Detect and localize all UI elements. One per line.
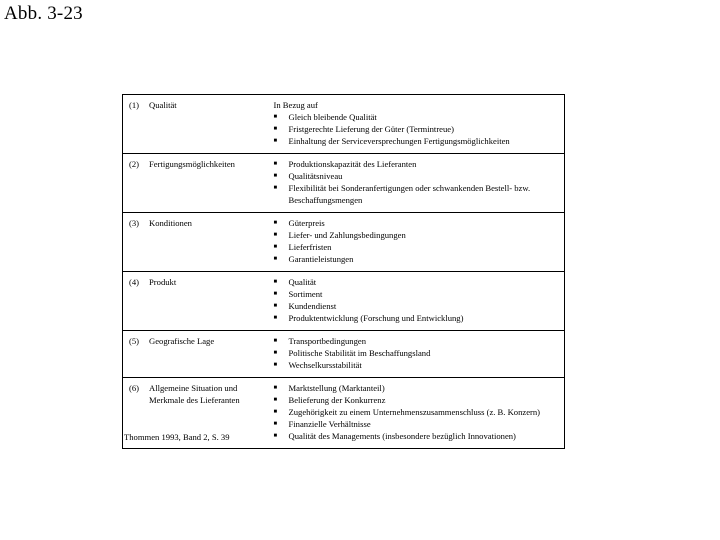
list-item (274, 241, 561, 253)
aspect-text: Flexibilität bei Sonderanfertigungen oder schwankenden Bestell- bzw. Beschaffungsmengen (288, 183, 531, 205)
aspect-text: Belieferung der Konkurrenz (288, 395, 386, 405)
criterion-label: Produkt (149, 277, 177, 287)
criterion-label: Fertigungsmöglichkeiten (149, 159, 235, 169)
list-item (274, 288, 561, 300)
list-item (274, 347, 561, 359)
list-item (274, 123, 561, 135)
aspects-list (274, 276, 561, 324)
aspects-list (274, 111, 561, 147)
criterion-number: (1) (129, 100, 140, 110)
source-citation: Thommen 1993, Band 2, S. 39 (124, 432, 230, 442)
aspect-text: Marktstellung (Marktanteil) (288, 383, 385, 393)
aspects-cell (274, 378, 565, 449)
square-bullet-icon: ■ (273, 303, 278, 309)
list-item (274, 394, 561, 406)
criterion (129, 382, 274, 406)
aspect-text: Transportbedingungen (288, 336, 366, 346)
square-bullet-icon: ■ (273, 256, 278, 262)
aspect-text: Garantieleistungen (288, 254, 354, 264)
criterion-number: (2) (129, 159, 140, 169)
aspect-text: Sortiment (288, 289, 323, 299)
criterion (129, 158, 274, 170)
criterion-label: Qualität (149, 100, 177, 110)
criterion-number: (3) (129, 218, 140, 228)
list-item (274, 300, 561, 312)
table-row (123, 154, 565, 213)
criterion-cell (123, 95, 274, 154)
aspect-text: Politische Stabilität im Beschaffungsland (288, 348, 431, 358)
square-bullet-icon: ■ (273, 291, 278, 297)
criterion-number: (4) (129, 277, 140, 287)
list-item (274, 312, 561, 324)
criterion-label: Geografische Lage (149, 336, 215, 346)
list-item (274, 170, 561, 182)
criterion-cell (123, 272, 274, 331)
criterion (129, 99, 274, 111)
aspect-text: Liefer- und Zahlungsbedingungen (288, 230, 406, 240)
aspect-text: Güterpreis (288, 218, 325, 228)
list-item (274, 182, 561, 206)
table-row (123, 272, 565, 331)
aspects-cell (274, 213, 565, 272)
aspect-text: Wechselkursstabilität (288, 360, 362, 370)
aspect-text: Produktentwicklung (Forschung und Entwicklung) (288, 313, 464, 323)
aspects-intro: In Bezug auf (273, 100, 318, 110)
square-bullet-icon: ■ (273, 433, 278, 439)
square-bullet-icon: ■ (273, 220, 278, 226)
criterion-cell (123, 331, 274, 378)
aspects-list (274, 217, 561, 265)
list-item (274, 276, 561, 288)
square-bullet-icon: ■ (273, 185, 278, 191)
square-bullet-icon: ■ (273, 385, 278, 391)
table-row (123, 213, 565, 272)
square-bullet-icon: ■ (273, 350, 278, 356)
list-item (274, 335, 561, 347)
list-item (274, 382, 561, 394)
aspect-text: Fristgerechte Lieferung der Güter (Termintreue) (288, 124, 454, 134)
list-item (274, 158, 561, 170)
aspect-text: Finanzielle Verhältnisse (288, 419, 371, 429)
aspects-cell (274, 331, 565, 378)
list-item (274, 229, 561, 241)
table-row (123, 331, 565, 378)
list-item (274, 111, 561, 123)
aspect-text: Qualität (288, 277, 317, 287)
aspect-text: Produktionskapazität des Lieferanten (288, 159, 417, 169)
list-item (274, 406, 561, 418)
figure-title: Abb. 3-23 (4, 3, 83, 24)
square-bullet-icon: ■ (273, 173, 278, 179)
square-bullet-icon: ■ (273, 114, 278, 120)
square-bullet-icon: ■ (273, 161, 278, 167)
square-bullet-icon: ■ (273, 244, 278, 250)
criterion-cell (123, 213, 274, 272)
aspects-list (274, 382, 561, 442)
aspects-cell (274, 154, 565, 213)
square-bullet-icon: ■ (273, 397, 278, 403)
list-item (274, 418, 561, 430)
aspects-list (274, 335, 561, 371)
list-item (274, 430, 561, 442)
criterion-number: (6) (129, 383, 140, 393)
square-bullet-icon: ■ (273, 138, 278, 144)
table-body (123, 95, 565, 449)
criterion-number: (5) (129, 336, 140, 346)
aspect-text: Lieferfristen (288, 242, 332, 252)
aspect-text: Qualitätsniveau (288, 171, 343, 181)
criterion (129, 335, 274, 347)
square-bullet-icon: ■ (273, 126, 278, 132)
aspects-cell (274, 272, 565, 331)
aspect-text: Zugehörigkeit zu einem Unternehmenszusammenschluss (z. B. Konzern) (288, 407, 541, 417)
criterion (129, 217, 274, 229)
square-bullet-icon: ■ (273, 338, 278, 344)
square-bullet-icon: ■ (273, 232, 278, 238)
aspect-text: Kundendienst (288, 301, 337, 311)
criterion-label: Konditionen (149, 218, 192, 228)
aspect-text: Gleich bleibende Qualität (288, 112, 377, 122)
square-bullet-icon: ■ (273, 421, 278, 427)
square-bullet-icon: ■ (273, 362, 278, 368)
list-item (274, 359, 561, 371)
criterion-label: Allgemeine Situation und Merkmale des Lieferanten (149, 383, 240, 405)
aspects-cell (274, 95, 565, 154)
square-bullet-icon: ■ (273, 315, 278, 321)
aspects-list (274, 158, 561, 206)
aspect-text: Einhaltung der Serviceversprechungen Fertigungsmöglichkeiten (288, 136, 510, 146)
list-item (274, 253, 561, 265)
supplier-criteria-table (122, 94, 565, 449)
square-bullet-icon: ■ (273, 409, 278, 415)
list-item (274, 135, 561, 147)
square-bullet-icon: ■ (273, 279, 278, 285)
criterion-cell (123, 154, 274, 213)
criterion (129, 276, 274, 288)
list-item (274, 217, 561, 229)
aspect-text: Qualität des Managements (insbesondere bezüglich Innovationen) (288, 431, 516, 441)
table-row (123, 95, 565, 154)
